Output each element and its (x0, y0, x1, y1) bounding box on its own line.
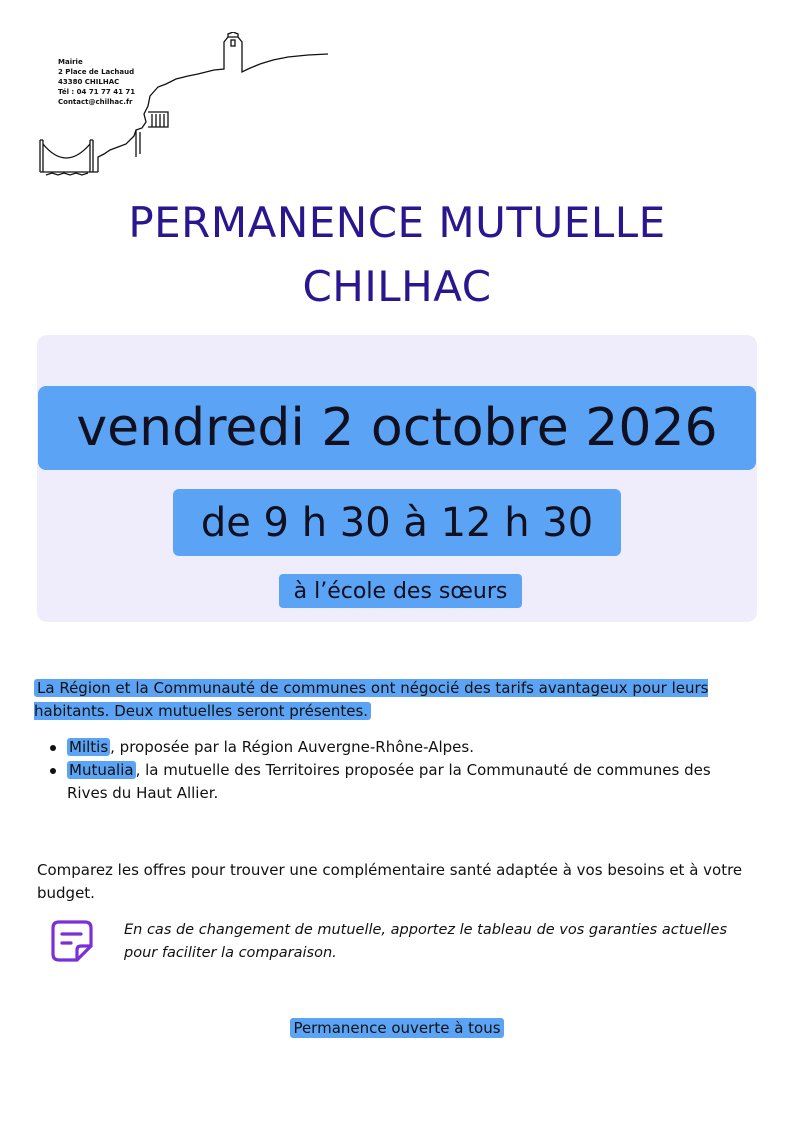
mutuelle-name: Mutualia (69, 761, 134, 779)
intro-paragraph (34, 677, 734, 723)
village-logo (38, 32, 338, 182)
compare-paragraph: Comparez les offres pour trouver une complémentaire santé adaptée à vos besoins et à votre budget. (37, 861, 743, 902)
intro-highlight: La Région et la Communauté de communes ont négocié des tarifs avantageux pour leurs habitants. Deux mutuelles seront présentes. (34, 679, 709, 720)
event-place: à l’école des sœurs (279, 574, 522, 608)
mutuelle-name: Miltis (69, 738, 109, 756)
page-title-line1: PERMANENCE MUTUELLE (128, 198, 666, 247)
bullet-icon (50, 768, 56, 774)
event-date: vendredi 2 octobre 2026 (38, 386, 756, 470)
event-hours: de 9 h 30 à 12 h 30 (173, 489, 621, 556)
address-line: Tél : 04 71 77 41 71 (58, 88, 136, 96)
address-line: 43380 CHILHAC (58, 78, 120, 86)
mutuelle-desc: , la mutuelle des Territoires proposée par la Communauté de communes des Rives du Haut Allier. (67, 761, 711, 802)
footer-text: Permanence ouverte à tous (290, 1018, 503, 1038)
page-title-line2: CHILHAC (302, 262, 492, 311)
address-line: Mairie (58, 58, 83, 66)
address-line: Contact@chilhac.fr (58, 98, 133, 106)
address-line: 2 Place de Lachaud (58, 68, 135, 76)
sticky-note-icon (49, 918, 95, 964)
list-item (50, 759, 750, 805)
bullet-icon (50, 745, 56, 751)
address-block (58, 57, 135, 107)
mutuelle-desc: , proposée par la Région Auvergne-Rhône-Alpes. (110, 738, 474, 756)
footer-banner (0, 1019, 794, 1037)
list-item (50, 736, 750, 759)
note-text: En cas de changement de mutuelle, apportez le tableau de vos garanties actuelles pour faciliter la comparaison. (124, 922, 728, 961)
mutuelle-list (50, 736, 750, 805)
